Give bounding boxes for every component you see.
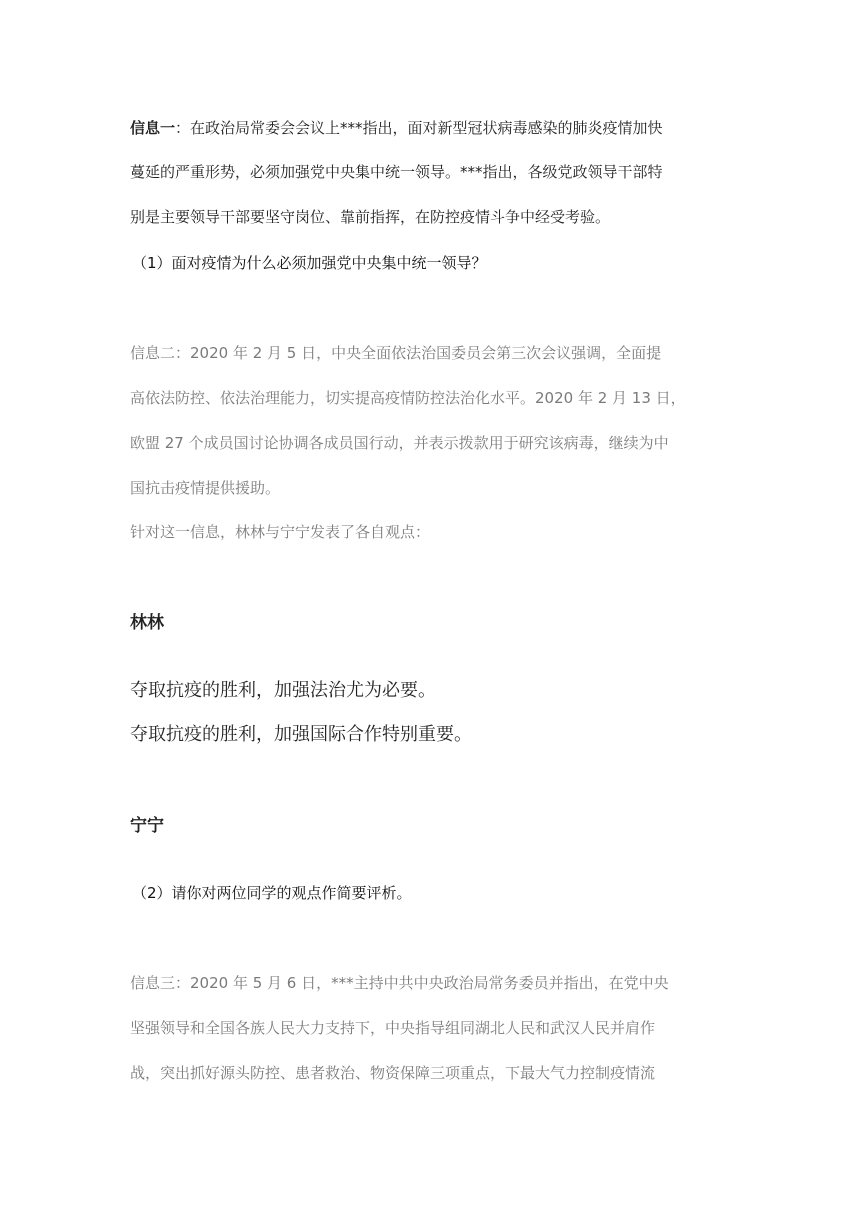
- linlin-statement-1: 夺取抗疫的胜利，加强法治尤为必要。: [130, 680, 436, 701]
- question-1: （1）面对疫情为什么必须加强党中央集中统一领导？: [132, 254, 487, 272]
- info2-line-3: 欧盟 27 个成员国讨论协调各成员国行动，并表示拨款用于研究该病毒，继续为中: [130, 434, 669, 452]
- info3-line-1: 信息三：2020 年 5 月 6 日，***主持中共中央政治局常务委员并指出，在党中央: [130, 974, 669, 992]
- linlin-heading: 林林: [130, 613, 164, 633]
- info3-line-2: 坚强领导和全国各族人民大力支持下，中央指导组同湖北人民和武汉人民并肩作: [130, 1019, 656, 1037]
- info1-line-1: [130, 118, 730, 138]
- info1-line-1-text: ：在政治局常委会会议上***指出，面对新型冠状病毒感染的肺炎疫情加快: [175, 119, 663, 137]
- ningning-heading: 宁宁: [130, 816, 164, 836]
- info1-line-3: 别是主要领导干部要坚守岗位、靠前指挥，在防控疫情斗争中经受考验。: [130, 208, 611, 226]
- info1-line-2: 蔓延的严重形势，必须加强党中央集中统一领导。***指出，各级党政领导干部特: [130, 163, 663, 181]
- linlin-statement-2: 夺取抗疫的胜利，加强国际合作特别重要。: [130, 724, 472, 745]
- info2-intro: 针对这一信息，林林与宁宁发表了各自观点：: [130, 523, 431, 541]
- info2-line-2: 高依法防控、依法治理能力，切实提高疫情防控法治化水平。2020 年 2 月 13 日，: [130, 389, 686, 407]
- info2-line-4: 国抗击疫情提供援助。: [130, 479, 281, 497]
- info2-line-1: 信息二：2020 年 2 月 5 日，中央全面依法治国委员会第三次会议强调，全面提: [130, 344, 662, 362]
- info3-line-3: 战，突出抓好源头防控、患者救治、物资保障三项重点，下最大气力控制疫情流: [130, 1064, 656, 1082]
- info1-prefix: 信息一: [130, 119, 176, 137]
- question-2: （2）请你对两位同学的观点作简要评析。: [132, 884, 412, 902]
